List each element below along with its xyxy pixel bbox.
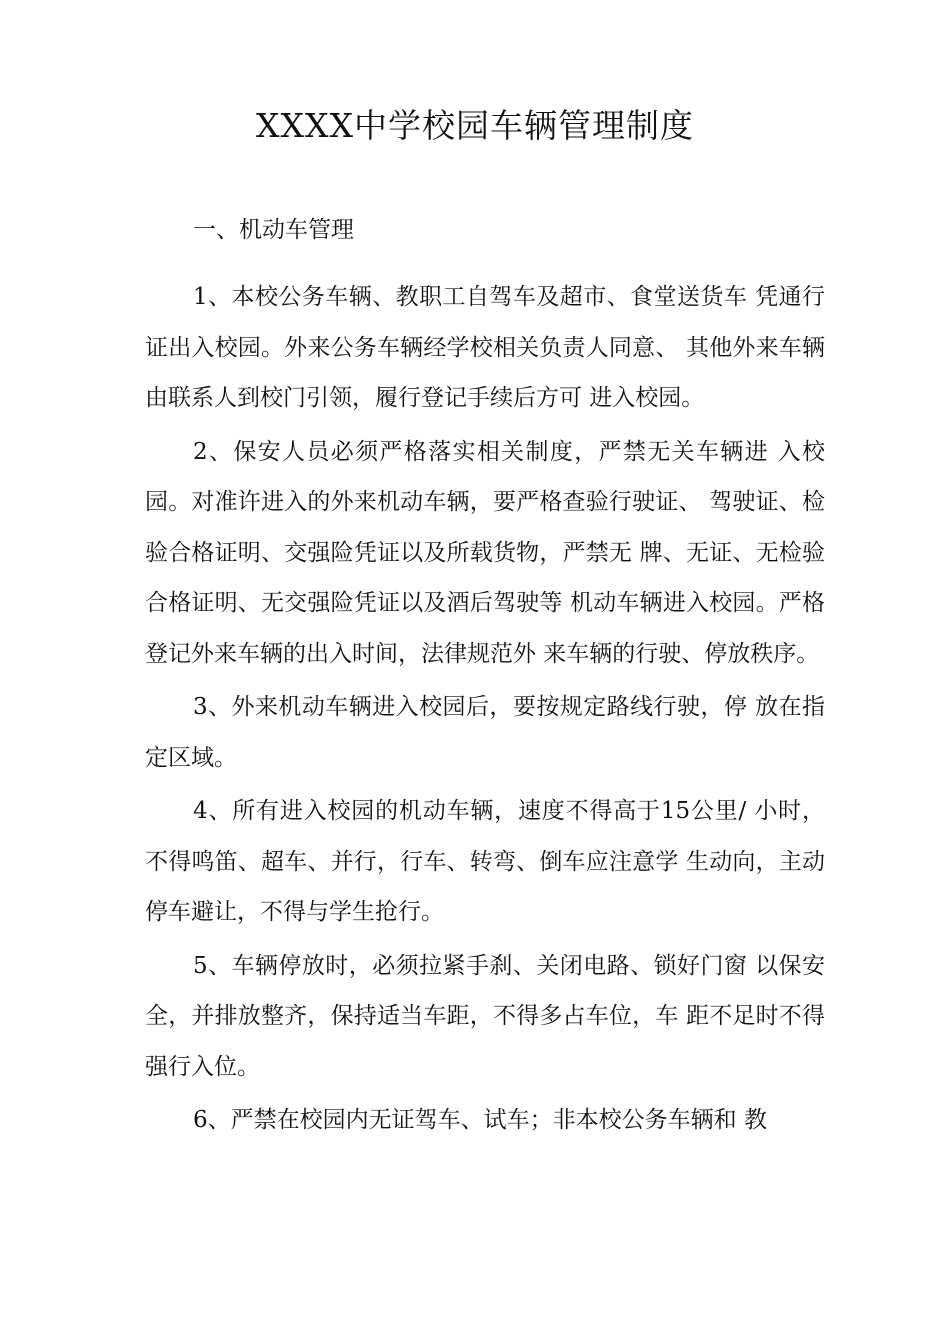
paragraph-5: 5、车辆停放时，必须拉紧手刹、关闭电路、锁好门窗 以保安全，并排放整齐，保持适当车距，不得多占车位，车 距不足时不得强行入位。	[145, 952, 825, 1080]
section-heading: 一、机动车管理	[193, 217, 354, 243]
paragraph-4: 4、所有进入校园的机动车辆，速度不得高于15公里/ 小时，不得鸣笛、超车、并行，行车、转弯、倒车应注意学 生动向，主动停车避让，不得与学生抢行。	[145, 798, 825, 925]
paragraph-6: 6、严禁在校园内无证驾车、试车；非本校公务车辆和 教	[193, 1107, 767, 1133]
document-body	[145, 205, 825, 1146]
paragraph-2: 2、保安人员必须严格落实相关制度，严禁无关车辆进 入校园。对准许进入的外来机动车辆，要严格查验行驶证、 驾驶证、检验合格证明、交强险凭证以及所载货物，严禁无 牌、无证、无检验合格证明、无交强险凭证以及酒后驾驶等 机动车辆进入校园。严格登记外来车辆的出入时间，法律规范外 来车辆的行驶、停放秩序。	[145, 438, 825, 667]
paragraph-1: 1、本校公务车辆、教职工自驾车及超市、食堂送货车 凭通行证出入校园。外来公务车辆经学校相关负责人同意、 其他外来车辆由联系人到校门引领，履行登记手续后方可 进入校园。	[145, 284, 825, 411]
paragraph-3: 3、外来机动车辆进入校园后，要按规定路线行驶，停 放在指定区域。	[145, 694, 825, 771]
document-title: XXXX中学校园车辆管理制度	[256, 106, 694, 145]
